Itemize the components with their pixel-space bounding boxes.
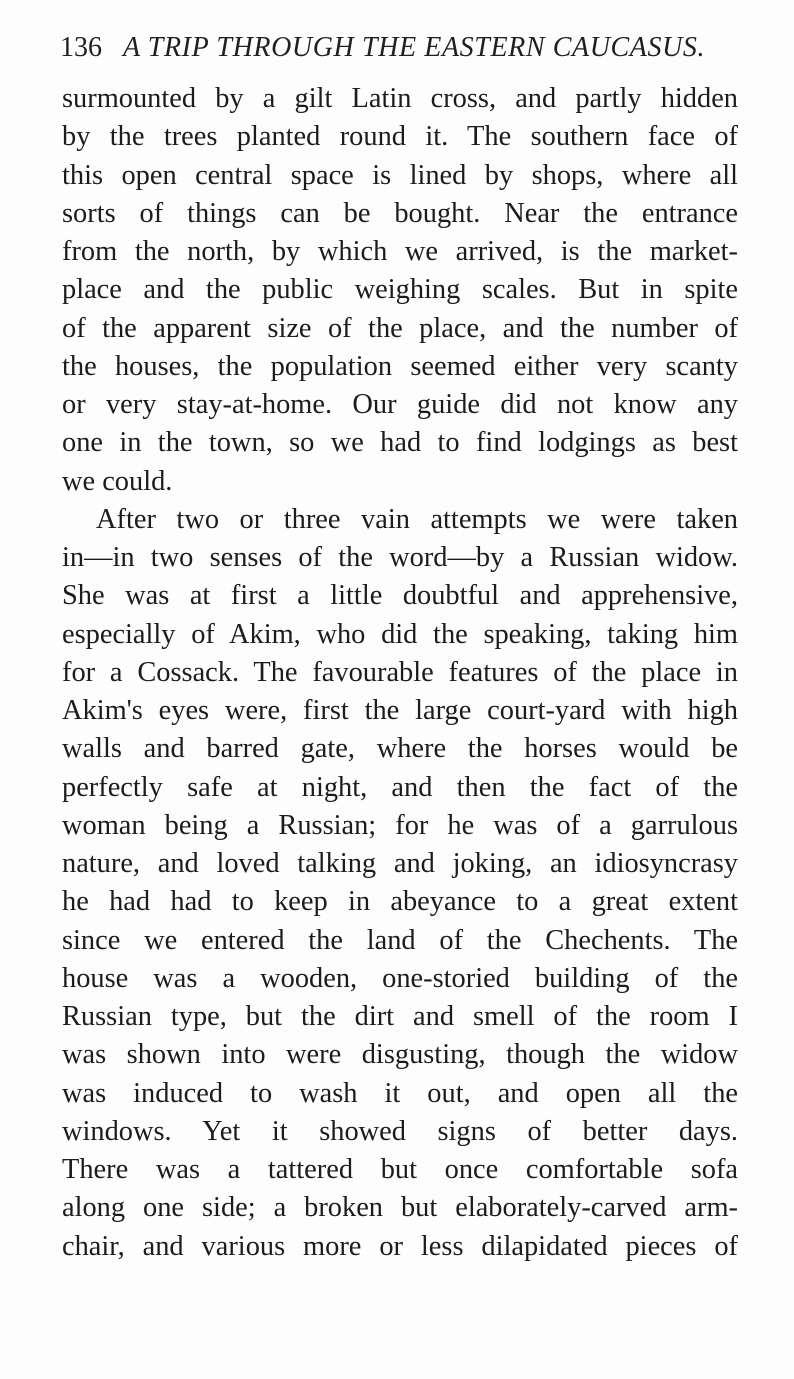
text-line: the houses, the population seemed either very scanty	[62, 350, 738, 382]
text-line: one in the town, so we had to find lodgings as best	[62, 427, 738, 459]
text-line: place and the public weighing scales. But in spite	[62, 274, 738, 306]
text-line: was induced to wash it out, and open all the	[62, 1077, 738, 1109]
text-line: in—in two senses of the word—by a Russian widow.	[62, 542, 738, 573]
text-line: of the apparent size of the place, and the number of	[62, 312, 738, 344]
text-line: woman being a Russian; for he was of a garrulous	[62, 809, 738, 841]
text-line: perfectly safe at night, and then the fact of the	[62, 771, 738, 803]
text-line: especially of Akim, who did the speaking, taking him	[62, 618, 738, 650]
text-line: After two or three vain attempts we were taken	[96, 503, 738, 535]
running-title: A TRIP THROUGH THE EASTERN CAUCASUS.	[123, 32, 706, 63]
text-line: surmounted by a gilt Latin cross, and partly hidden	[62, 83, 738, 114]
text-line: was shown into were disgusting, though the widow	[62, 1039, 738, 1071]
running-head	[60, 28, 740, 68]
text-line: he had had to keep in abeyance to a great extent	[62, 886, 738, 918]
text-line: nature, and loved talking and joking, an idiosyncrasy	[62, 848, 738, 879]
page-number: 136	[60, 32, 102, 63]
text-line: Russian type, but the dirt and smell of the room I	[62, 1001, 738, 1032]
text-line: from the north, by which we arrived, is the market-	[62, 236, 738, 267]
text-line: chair, and various more or less dilapidated pieces of	[62, 1230, 738, 1262]
text-line: we could.	[62, 465, 173, 497]
body-text	[62, 80, 738, 1266]
text-line: since we entered the land of the Chechents. The	[62, 924, 738, 956]
text-line: by the trees planted round it. The southern face of	[62, 121, 738, 153]
text-line: Akim's eyes were, first the large court-yard with high	[62, 695, 738, 726]
text-line: along one side; a broken but elaborately-carved arm-	[62, 1192, 738, 1224]
text-line: There was a tattered but once comfortable sofa	[62, 1154, 738, 1185]
text-line: windows. Yet it showed signs of better days.	[62, 1115, 738, 1147]
text-line: She was at first a little doubtful and apprehensive,	[62, 580, 738, 612]
text-line: or very stay-at-home. Our guide did not know any	[62, 389, 738, 420]
text-line: this open central space is lined by shops, where all	[62, 159, 738, 191]
text-line: sorts of things can be bought. Near the entrance	[62, 197, 738, 229]
text-line: house was a wooden, one-storied building of the	[62, 962, 738, 994]
text-line: walls and barred gate, where the horses would be	[62, 733, 738, 765]
text-line: for a Cossack. The favourable features of the place in	[62, 656, 738, 688]
